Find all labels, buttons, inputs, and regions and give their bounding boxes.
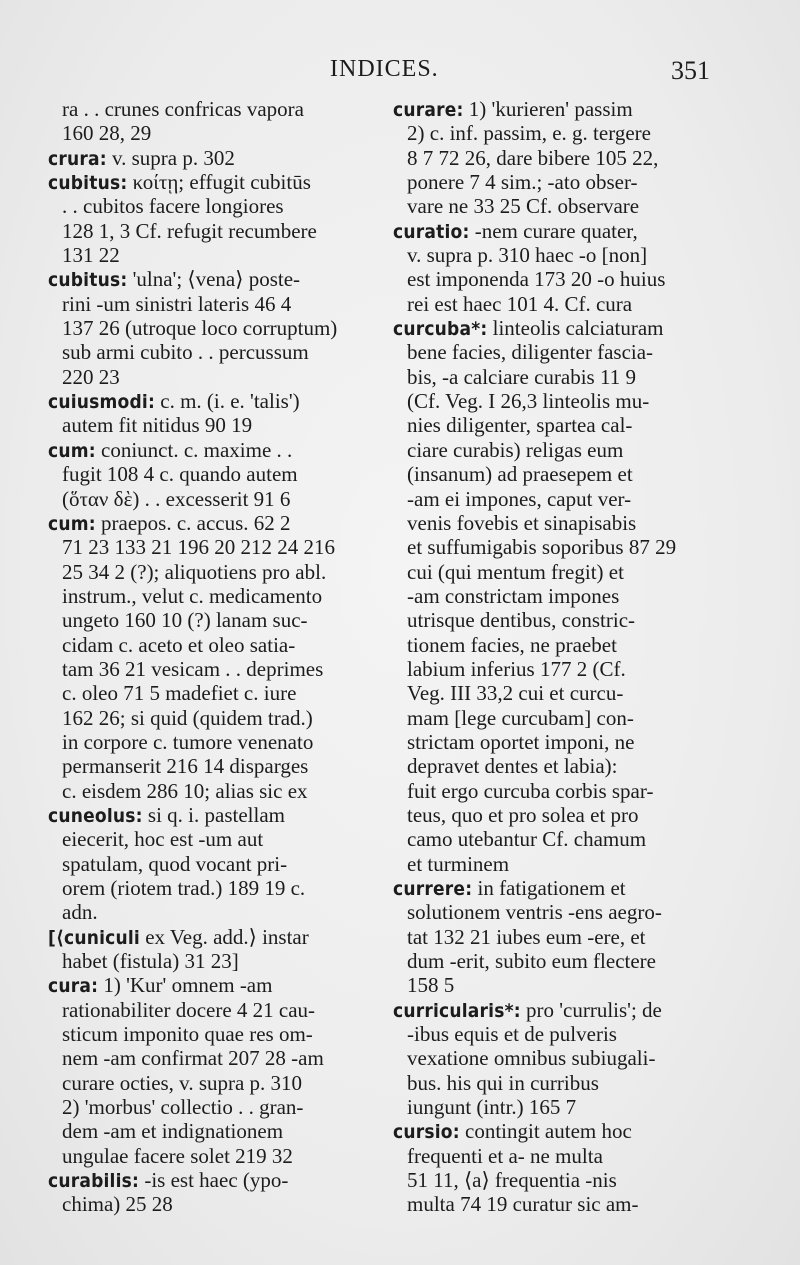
index-entry-line — [48, 803, 366, 827]
page-number: 351 — [671, 56, 710, 85]
entry-text: -am ei impones, caput ver- — [407, 486, 632, 511]
index-continuation-line — [393, 560, 711, 584]
headword: cum: — [48, 439, 96, 462]
entry-text: 160 28, 29 — [62, 121, 152, 146]
entry-text: cui (qui mentum fregit) et — [407, 559, 624, 584]
entry-text: (insanum) ad praesepem et — [407, 462, 633, 487]
index-continuation-line — [393, 1168, 711, 1192]
index-continuation-line — [48, 194, 366, 218]
index-continuation-line — [48, 365, 366, 389]
index-continuation-line — [48, 779, 366, 803]
headword: crura: — [48, 147, 107, 170]
index-continuation-line — [48, 243, 366, 267]
entry-text: 137 26 (utroque loco corruptum) — [62, 316, 338, 341]
entry-text: c. m. (i. e. 'talis') — [160, 389, 300, 414]
index-continuation-line — [48, 730, 366, 754]
index-continuation-line — [393, 706, 711, 730]
entry-text: rationabiliter docere 4 21 cau- — [62, 997, 316, 1022]
entry-text: vexatione omnibus subiugali- — [407, 1046, 656, 1071]
entry-text: spatulam, quod vocant pri- — [62, 851, 288, 876]
entry-text: linteolis calciaturam — [492, 316, 664, 341]
index-continuation-line — [48, 657, 366, 681]
index-entry-line — [48, 146, 366, 170]
index-continuation-line — [393, 779, 711, 803]
index-continuation-line — [393, 413, 711, 437]
index-continuation-line — [393, 389, 711, 413]
entry-text: (ὅταν δὲ) . . excesserit 91 6 — [62, 486, 291, 511]
entry-text: eiecerit, hoc est -um aut — [62, 827, 264, 852]
index-continuation-line — [393, 535, 711, 559]
index-continuation-line — [48, 316, 366, 340]
index-continuation-line — [48, 1046, 366, 1070]
index-continuation-line — [393, 973, 711, 997]
index-continuation-line — [393, 365, 711, 389]
index-entry-line — [393, 219, 711, 243]
entry-text: praepos. c. accus. 62 2 — [101, 510, 291, 535]
index-continuation-line — [393, 608, 711, 632]
entry-text: bis, -a calciare curabis 11 9 — [407, 364, 636, 389]
index-continuation-line — [393, 340, 711, 364]
left-column — [48, 97, 366, 1217]
entry-text: contingit autem hoc — [465, 1119, 632, 1144]
entry-text: ex Veg. add.⟩ instar — [145, 924, 309, 949]
entry-text: 158 5 — [407, 973, 455, 998]
index-continuation-line — [393, 1192, 711, 1216]
entry-text: -nem curare quater, — [474, 218, 638, 243]
index-continuation-line — [393, 194, 711, 218]
index-continuation-line — [48, 584, 366, 608]
entry-text: tat 132 21 iubes eum -ere, et — [407, 924, 646, 949]
index-entry-line — [48, 389, 366, 413]
entry-text: 2) c. inf. passim, e. g. tergere — [407, 121, 651, 146]
entry-text: tionem facies, ne praebet — [407, 632, 617, 657]
index-continuation-line — [393, 1144, 711, 1168]
index-continuation-line — [393, 438, 711, 462]
entry-text: vare ne 33 25 Cf. observare — [407, 194, 640, 219]
entry-text: sub armi cubito . . percussum — [62, 340, 309, 365]
entry-text: ra . . crunes confricas vapora — [62, 97, 304, 121]
headword: curricularis*: — [393, 999, 521, 1022]
entry-text: venis fovebis et sinapisabis — [407, 510, 637, 535]
index-continuation-line — [48, 487, 366, 511]
entry-text: fuit ergo curcuba corbis spar- — [407, 778, 654, 803]
entry-text: permanserit 216 14 disparges — [62, 754, 309, 779]
index-entry-line — [48, 973, 366, 997]
entry-text: est imponenda 173 20 -o huius — [407, 267, 666, 292]
entry-text: 71 23 133 21 196 20 212 24 216 — [62, 535, 335, 560]
entry-text: ungeto 160 10 (?) lanam suc- — [62, 608, 308, 633]
index-continuation-line — [393, 170, 711, 194]
entry-text: rini -um sinistri lateris 46 4 — [62, 291, 292, 316]
index-continuation-line — [393, 243, 711, 267]
index-continuation-line — [393, 1022, 711, 1046]
index-continuation-line — [393, 121, 711, 145]
index-continuation-line — [393, 852, 711, 876]
entry-text: frequenti et a- ne multa — [407, 1143, 603, 1168]
index-continuation-line — [393, 633, 711, 657]
headword: cursio: — [393, 1121, 460, 1144]
entry-text: -is est haec (ypo- — [144, 1168, 289, 1193]
headword: [⟨cuniculi — [48, 926, 140, 949]
entry-text: 220 23 — [62, 364, 120, 389]
entry-text: in corpore c. tumore venenato — [62, 729, 314, 754]
index-continuation-line — [48, 633, 366, 657]
entry-text: bus. his qui in curribus — [407, 1070, 599, 1095]
headword: curatio: — [393, 220, 470, 243]
index-continuation-line — [393, 949, 711, 973]
entry-text: c. oleo 71 5 madefiet c. iure — [62, 681, 297, 706]
entry-text: pro 'currulis'; de — [526, 997, 662, 1022]
entry-text: c. eisdem 286 10; alias sic ex — [62, 778, 308, 803]
entry-text: -ibus equis et de pulveris — [407, 1022, 617, 1047]
page-header — [60, 56, 710, 92]
entry-text: labium inferius 177 2 (Cf. — [407, 656, 626, 681]
index-continuation-line — [48, 292, 366, 316]
index-entry-line — [393, 876, 711, 900]
index-continuation-line — [48, 754, 366, 778]
headword: currere: — [393, 878, 473, 900]
headword: curcuba*: — [393, 318, 488, 341]
headword: curabilis: — [48, 1170, 140, 1193]
headword: cura: — [48, 975, 99, 998]
index-entry-line — [393, 316, 711, 340]
entry-text: 'ulna'; ⟨vena⟩ poste- — [132, 267, 301, 292]
index-continuation-line — [48, 1095, 366, 1119]
entry-text: iungunt (intr.) 165 7 — [407, 1095, 577, 1120]
index-entry-line — [48, 267, 366, 291]
headword: cubitus: — [48, 172, 128, 195]
index-entry-line — [393, 998, 711, 1022]
index-continuation-line — [48, 706, 366, 730]
index-continuation-line — [393, 487, 711, 511]
index-continuation-line — [393, 1071, 711, 1095]
entry-text: v. supra p. 310 haec -o [non] — [407, 243, 648, 268]
entry-text: et suffumigabis soporibus 87 29 — [407, 535, 677, 560]
entry-text: autem fit nitidus 90 19 — [62, 413, 253, 438]
index-entry-line — [48, 170, 366, 194]
index-continuation-line — [48, 827, 366, 851]
index-continuation-line — [393, 900, 711, 924]
entry-text: dem -am et indignationem — [62, 1119, 284, 1144]
running-title: INDICES. — [330, 56, 439, 82]
index-continuation-line — [48, 219, 366, 243]
index-continuation-line — [48, 340, 366, 364]
index-continuation-line — [48, 97, 366, 121]
index-continuation-line — [48, 1144, 366, 1168]
index-continuation-line — [48, 1071, 366, 1095]
entry-text: 128 1, 3 Cf. refugit recumbere — [62, 218, 317, 243]
headword: cuiusmodi: — [48, 391, 155, 414]
entry-text: utrisque dentibus, constric- — [407, 608, 636, 633]
index-continuation-line — [393, 462, 711, 486]
entry-text: κοίτῃ; effugit cubitūs — [132, 170, 311, 195]
entry-text: depravet dentes et labia): — [407, 754, 618, 779]
entry-text: fugit 108 4 c. quando autem — [62, 462, 298, 487]
entry-text: habet (fistula) 31 23] — [62, 949, 239, 974]
index-continuation-line — [393, 925, 711, 949]
index-continuation-line — [393, 730, 711, 754]
index-continuation-line — [48, 1119, 366, 1143]
entry-text: 8 7 72 26, dare bibere 105 22, — [407, 145, 659, 170]
index-continuation-line — [393, 1046, 711, 1070]
index-continuation-line — [393, 584, 711, 608]
entry-text: nies diligenter, spartea cal- — [407, 413, 633, 438]
index-entry-line — [48, 511, 366, 535]
index-continuation-line — [48, 900, 366, 924]
entry-text: cidam c. aceto et oleo satia- — [62, 632, 296, 657]
entry-text: bene facies, diligenter fascia- — [407, 340, 654, 365]
index-continuation-line — [393, 681, 711, 705]
index-continuation-line — [393, 292, 711, 316]
index-continuation-line — [48, 1192, 366, 1216]
headword: curare: — [393, 99, 464, 121]
entry-text: 51 11, ⟨a⟩ frequentia -nis — [407, 1168, 617, 1193]
index-continuation-line — [393, 827, 711, 851]
entry-text: 1) 'kurieren' passim — [468, 97, 633, 121]
entry-text: orem (riotem trad.) 189 19 c. — [62, 876, 306, 900]
index-continuation-line — [48, 413, 366, 437]
entry-text: in fatigationem et — [477, 876, 626, 900]
entry-text: chima) 25 28 — [62, 1192, 173, 1217]
index-continuation-line — [48, 876, 366, 900]
entry-text: teus, quo et pro solea et pro — [407, 802, 639, 827]
entry-text: multa 74 19 curatur sic am- — [407, 1192, 639, 1217]
entry-text: mam [lege curcubam] con- — [407, 705, 634, 730]
headword: cubitus: — [48, 269, 128, 292]
index-continuation-line — [393, 146, 711, 170]
headword: cuneolus: — [48, 804, 143, 827]
index-entry-line — [393, 1119, 711, 1143]
entry-text: 162 26; si quid (quidem trad.) — [62, 705, 313, 730]
entry-text: sticum imponito quae res om- — [62, 1022, 313, 1047]
index-entry-line — [48, 438, 366, 462]
entry-text: Veg. III 33,2 cui et curcu- — [407, 681, 624, 706]
entry-text: instrum., velut c. medicamento — [62, 583, 323, 608]
entry-text: ciare curabis) religas eum — [407, 437, 624, 462]
index-continuation-line — [48, 949, 366, 973]
entry-text: strictam oportet imponi, ne — [407, 729, 635, 754]
index-continuation-line — [48, 608, 366, 632]
index-continuation-line — [48, 1022, 366, 1046]
index-continuation-line — [393, 267, 711, 291]
headword: cum: — [48, 512, 96, 535]
index-continuation-line — [393, 511, 711, 535]
index-continuation-line — [48, 121, 366, 145]
entry-text: -am constrictam impones — [407, 583, 620, 608]
index-continuation-line — [48, 462, 366, 486]
entry-text: 25 34 2 (?); aliquotiens pro abl. — [62, 559, 327, 584]
entry-text: ponere 7 4 sim.; -ato obser- — [407, 170, 638, 195]
index-continuation-line — [393, 754, 711, 778]
right-column — [393, 97, 711, 1217]
entry-text: camo utebantur Cf. chamum — [407, 827, 647, 852]
entry-text: 1) 'Kur' omnem -am — [103, 973, 273, 998]
index-continuation-line — [48, 681, 366, 705]
index-continuation-line — [48, 560, 366, 584]
entry-text: 131 22 — [62, 243, 120, 268]
index-continuation-line — [48, 998, 366, 1022]
index-entry-line — [393, 97, 711, 121]
index-entry-line — [48, 925, 366, 949]
entry-text: (Cf. Veg. I 26,3 linteolis mu- — [407, 389, 650, 414]
index-continuation-line — [48, 852, 366, 876]
index-continuation-line — [393, 803, 711, 827]
entry-text: 2) 'morbus' collectio . . gran- — [62, 1095, 304, 1120]
entry-text: dum -erit, subito eum flectere — [407, 949, 656, 974]
entry-text: curare octies, v. supra p. 310 — [62, 1070, 303, 1095]
entry-text: nem -am confirmat 207 28 -am — [62, 1046, 324, 1071]
entry-text: adn. — [62, 900, 98, 925]
entry-text: ungulae facere solet 219 32 — [62, 1143, 293, 1168]
entry-text: v. supra p. 302 — [112, 145, 235, 170]
entry-text: . . cubitos facere longiores — [62, 194, 284, 219]
entry-text: et turminem — [407, 851, 510, 876]
index-continuation-line — [393, 1095, 711, 1119]
entry-text: solutionem ventris -ens aegro- — [407, 900, 662, 925]
entry-text: coniunct. c. maxime . . — [101, 437, 293, 462]
entry-text: rei est haec 101 4. Cf. cura — [407, 291, 633, 316]
index-continuation-line — [393, 657, 711, 681]
entry-text: tam 36 21 vesicam . . deprimes — [62, 656, 324, 681]
entry-text: si q. i. pastellam — [147, 802, 285, 827]
index-entry-line — [48, 1168, 366, 1192]
index-continuation-line — [48, 535, 366, 559]
